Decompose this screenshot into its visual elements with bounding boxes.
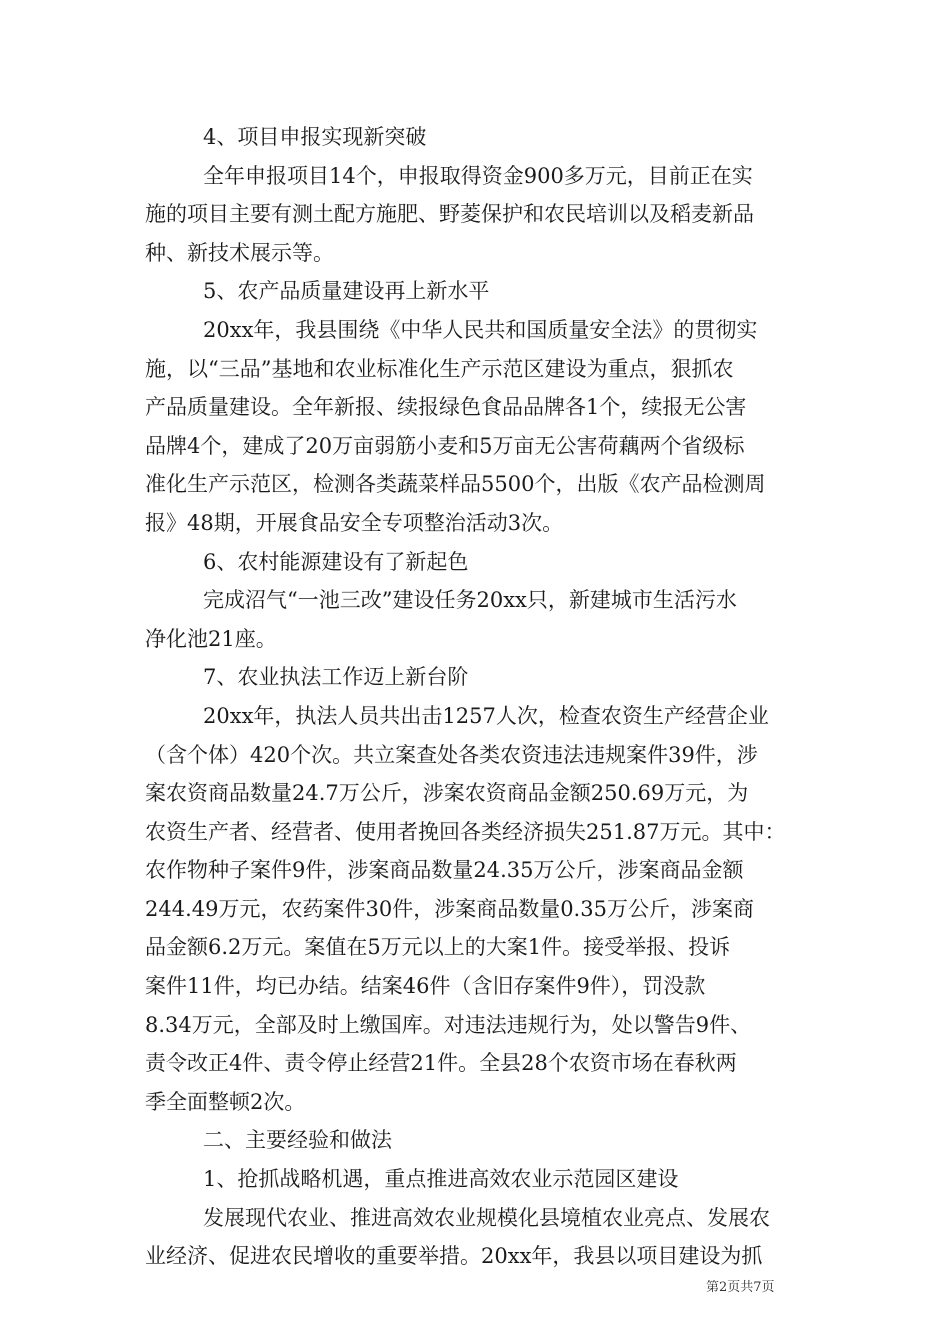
text-line: 施，以“三品”基地和农业标准化生产示范区建设为重点，狠抓农	[145, 356, 734, 381]
page-number: 第2页共7页	[706, 1280, 775, 1295]
text-line: 种、新技术展示等。	[145, 240, 334, 265]
text-line: 6、农村能源建设有了新起色	[203, 549, 469, 574]
text-line: 8.34万元，全部及时上缴国库。对违法违规行为，处以警告9件、	[145, 1012, 752, 1037]
text-line: 244.49万元，农药案件30件，涉案商品数量0.35万公斤，涉案商	[145, 896, 754, 921]
text-line: 5、农产品质量建设再上新水平	[203, 279, 490, 304]
text-line: 全年申报项目14个，申报取得资金900多万元，目前正在实	[203, 163, 753, 188]
text-line: 报》48期，开展食品安全专项整治活动3次。	[145, 510, 564, 535]
text-line: 品牌4个，建成了20万亩弱筋小麦和5万亩无公害荷藕两个省级标	[145, 433, 745, 458]
text-line: 农作物种子案件9件，涉案商品数量24.35万公斤，涉案商品金额	[145, 858, 744, 883]
text-line: 净化池21座。	[145, 626, 277, 651]
text-line: 4、项目申报实现新突破	[203, 125, 427, 149]
text-line: 20xx年，执法人员共出击1257人次，检查农资生产经营企业	[203, 703, 769, 728]
text-line: 案农资商品数量24.7万公斤，涉案农资商品金额250.69万元，为	[145, 781, 749, 806]
text-line: 案件11件，均已办结。结案46件（含旧存案件9件），罚没款	[145, 974, 706, 999]
text-line: 7、农业执法工作迈上新台阶	[203, 665, 469, 690]
text-line: 20xx年，我县围绕《中华人民共和国质量安全法》的贯彻实	[203, 317, 758, 342]
text-line: 二、主要经验和做法	[203, 1128, 392, 1153]
text-line: 施的项目主要有测土配方施肥、野菱保护和农民培训以及稻麦新品	[145, 202, 754, 227]
text-line: 发展现代农业、推进高效农业规模化县境植农业亮点、发展农	[203, 1205, 770, 1230]
text-line: 1、抢抓战略机遇，重点推进高效农业示范园区建设	[203, 1167, 679, 1192]
text-line: 完成沼气“一池三改”建设任务20xx只，新建城市生活污水	[203, 588, 737, 613]
text-line: 准化生产示范区，检测各类蔬菜样品5500个，出版《农产品检测周	[145, 472, 766, 497]
text-line: 责令改正4件、责令停止经营21件。全县28个农资市场在春秋两	[145, 1051, 737, 1076]
text-line: 品金额6.2万元。案值在5万元以上的大案1件。接受举报、投诉	[145, 935, 731, 960]
text-line: 产品质量建设。全年新报、续报绿色食品品牌各1个，续报无公害	[145, 395, 747, 420]
text-line: （含个体）420个次。共立案查处各类农资违法违规案件39件，涉	[145, 742, 758, 767]
text-line: 季全面整顿2次。	[145, 1089, 306, 1114]
text-line: 业经济、促进农民增收的重要举措。20xx年，我县以项目建设为抓	[145, 1244, 763, 1269]
document-body	[145, 118, 805, 1276]
text-line: 农资生产者、经营者、使用者挽回各类经济损失251.87万元。其中：	[145, 819, 786, 844]
